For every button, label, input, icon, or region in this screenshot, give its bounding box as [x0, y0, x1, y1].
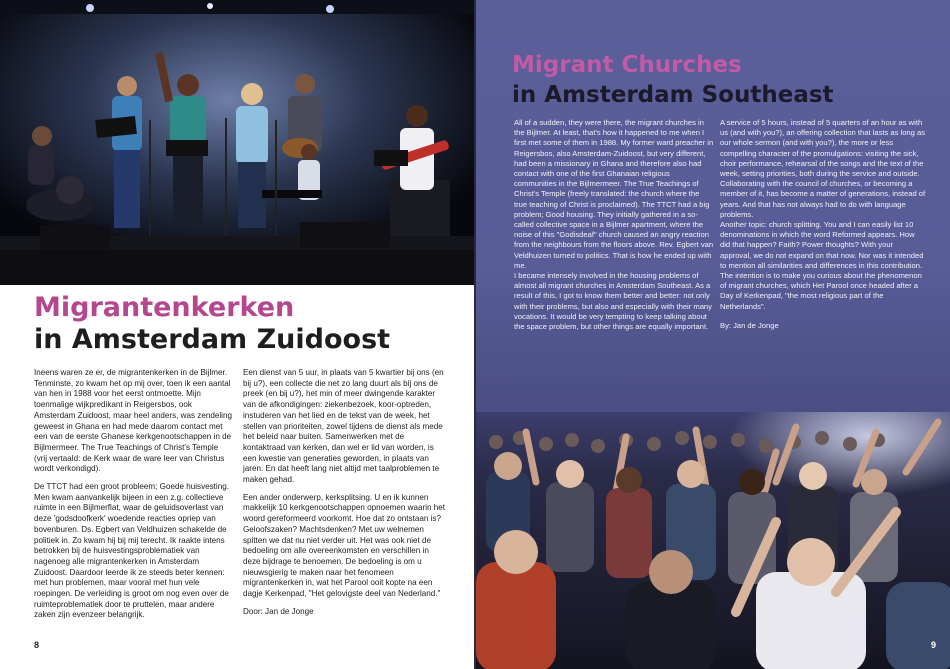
left-title-line1: Migrantenkerken: [34, 292, 295, 323]
left-title-line2: in Amsterdam Zuidoost: [34, 324, 391, 355]
paragraph: All of a sudden, they were there, the migrant churches in the Bijlmer. At least, that's how it happened to me when I first met some of them in 1988. My former ward preacher in Reigersbos, also Amsterdam-Zuidoost, but very different, had been a missionary in Ghana and therefore also had contact with one of the first Ghanaian religious communities in the Bijlmermeer. The True Teachings of Christ's Temple (freely translated: the church where the true teaching of Christ is proclaimed). The TTCT had a big problem; Good housing. They initially gathered in a so-called collective space in a Bijlmer apartment, where the noise of this "Godisdeaf" church caused an angry reaction from the neighbours from the floors above. Rev. Egbert van Veldhuizen turned to politics. That is how he ended up with me.: [514, 118, 714, 270]
worship-band-photo: [0, 0, 474, 285]
paragraph: A service of 5 hours, instead of 5 quarters of an hour as with us (and with you?), an offering collection that lasts as long as our whole sermon (and with you?), the more or less compelling character of the promulgations: visiting the sick, choir performance, rehearsal of the songs and the text of the week, setting priorities, both during the service and outside. Collaborating with the council of churches, or becoming a member of it, has become a matter of generations, instead of years. And that has not always had to do with language problems.: [720, 118, 926, 219]
congregation-photo: [476, 412, 950, 669]
right-column-2: [720, 118, 926, 331]
page-number-left: 8: [34, 640, 40, 650]
paragraph: Een ander onderwerp, kerksplitsing. U en ik kunnen makkelijk 10 kerkgenootschappen opnoemen waarin het woord gereformeerd voorkomt. Hoe dat zo ontstaan is? Geloofszaken? Machtsdenken? Met uw welnemen spitten we dat nu niet verder uit. Het was ook niet de bedoeling om alle overeenkomsten en verschillen in deze bijdrage te benoemen. De bedoeling is om u nieuwsgierig te maken naar het fenomeen migrantenkerken in, wat het Parool ooit kopte na een dagje Kerkenpad, "Het gelovigste deel van Nederland.": [243, 492, 446, 599]
paragraph: Ineens waren ze er, de migrantenkerken in de Bijlmer. Tenminste, zo kwam het op mij over, toen ik een aantal van hen in 1988 voor het eerst ontmoette. Mijn toenmalige wijkpredikant in Reigersbos, ook Amsterdam Zuidoost, maar heel anders, was zendeling geweest in Ghana en had mede daarom contact met een van de eerste Ghanese kerkgenootschappen in de Bijlmermeer. The True Teachings of Christ's Temple (vrij vertaald: de Kerk waar de ware leer van Christus wordt verkondigd).: [34, 368, 232, 474]
right-page: [476, 0, 950, 669]
left-page: [0, 0, 474, 669]
right-title-line2: in Amsterdam Southeast: [512, 82, 834, 108]
paragraph: Een dienst van 5 uur, in plaats van 5 kwartier bij ons (en bij u?), een collecte die net zo lang duurt als bij ons de preek (en bij u?), het min of meer dwingende karakter van de afkondigingen: ziekenbezoek, koor-optreden, instuderen van het lied en de tekst van de week, het stellen van prioriteiten, zowel tijdens de dienst als mede het beleid naar buiten. Samenwerken met de kontaktraad van kerken, dan wel er lid van worden, is een kwestie van generaties geworden, in plaats van jaren. En dat heeft lang niet altijd met taalproblemen te maken gehad.: [243, 368, 444, 485]
left-title: [34, 292, 454, 356]
right-title-line1: Migrant Churches: [512, 52, 742, 78]
paragraph: I became intensely involved in the housing problems of almost all migrant churches in Amsterdam Southeast. As a result of this, I got to know them better and better: not only with their problems, but also and especially with their many vocations. It would be very tempting to keep talking about the space problem, but other things are equally important.: [514, 271, 712, 332]
byline: By: Jan de Jonge: [720, 320, 779, 330]
page-number-right: 9: [930, 640, 936, 650]
paragraph: Another topic: church splitting. You and I can easily list 10 denominations in which the word Reformed appears. How did that happen? Faith? Power thoughts? With your approval, we do not expand on that now. Nor was it intended to mention all similarities and differences in this contribution. The intention is to make you curious about the phenomenon of migrant churches, which Het Parool once headed after a Day of Kerkenpad, "the most religious part of the Netherlands".: [720, 220, 924, 311]
left-column-1: [34, 368, 232, 628]
paragraph: De TTCT had een groot probleem; Goede huisvesting. Men kwam aanvankelijk bijeen in een z.g. collectieve ruimte in een Bijlmerflat, waar de geluidsoverlast van deze 'godsdoofkerk' woedende reacties opriep van bovenburen. Ds. Egbert van Veldhuizen schakelde de politiek in. Zo kwam hij bij mij terecht. Ik raakte intens betrokken bij de huisvestingsproblematiek van nagenoeg alle migrantenkerken in Amsterdam Zuidoost. Daardoor leerde ik ze steeds beter kennen: met hun problemen, maar vooral met hun vele roepingen. De verleiding is groot om nog even over de ruimteproblematiek door te pruttelen, maar andere zaken zijn evenzeer belangrijk.: [34, 482, 229, 620]
byline: Door: Jan de Jonge: [243, 606, 314, 616]
right-column-1: [514, 118, 714, 332]
left-column-2: [243, 368, 448, 624]
right-title: [512, 50, 932, 110]
